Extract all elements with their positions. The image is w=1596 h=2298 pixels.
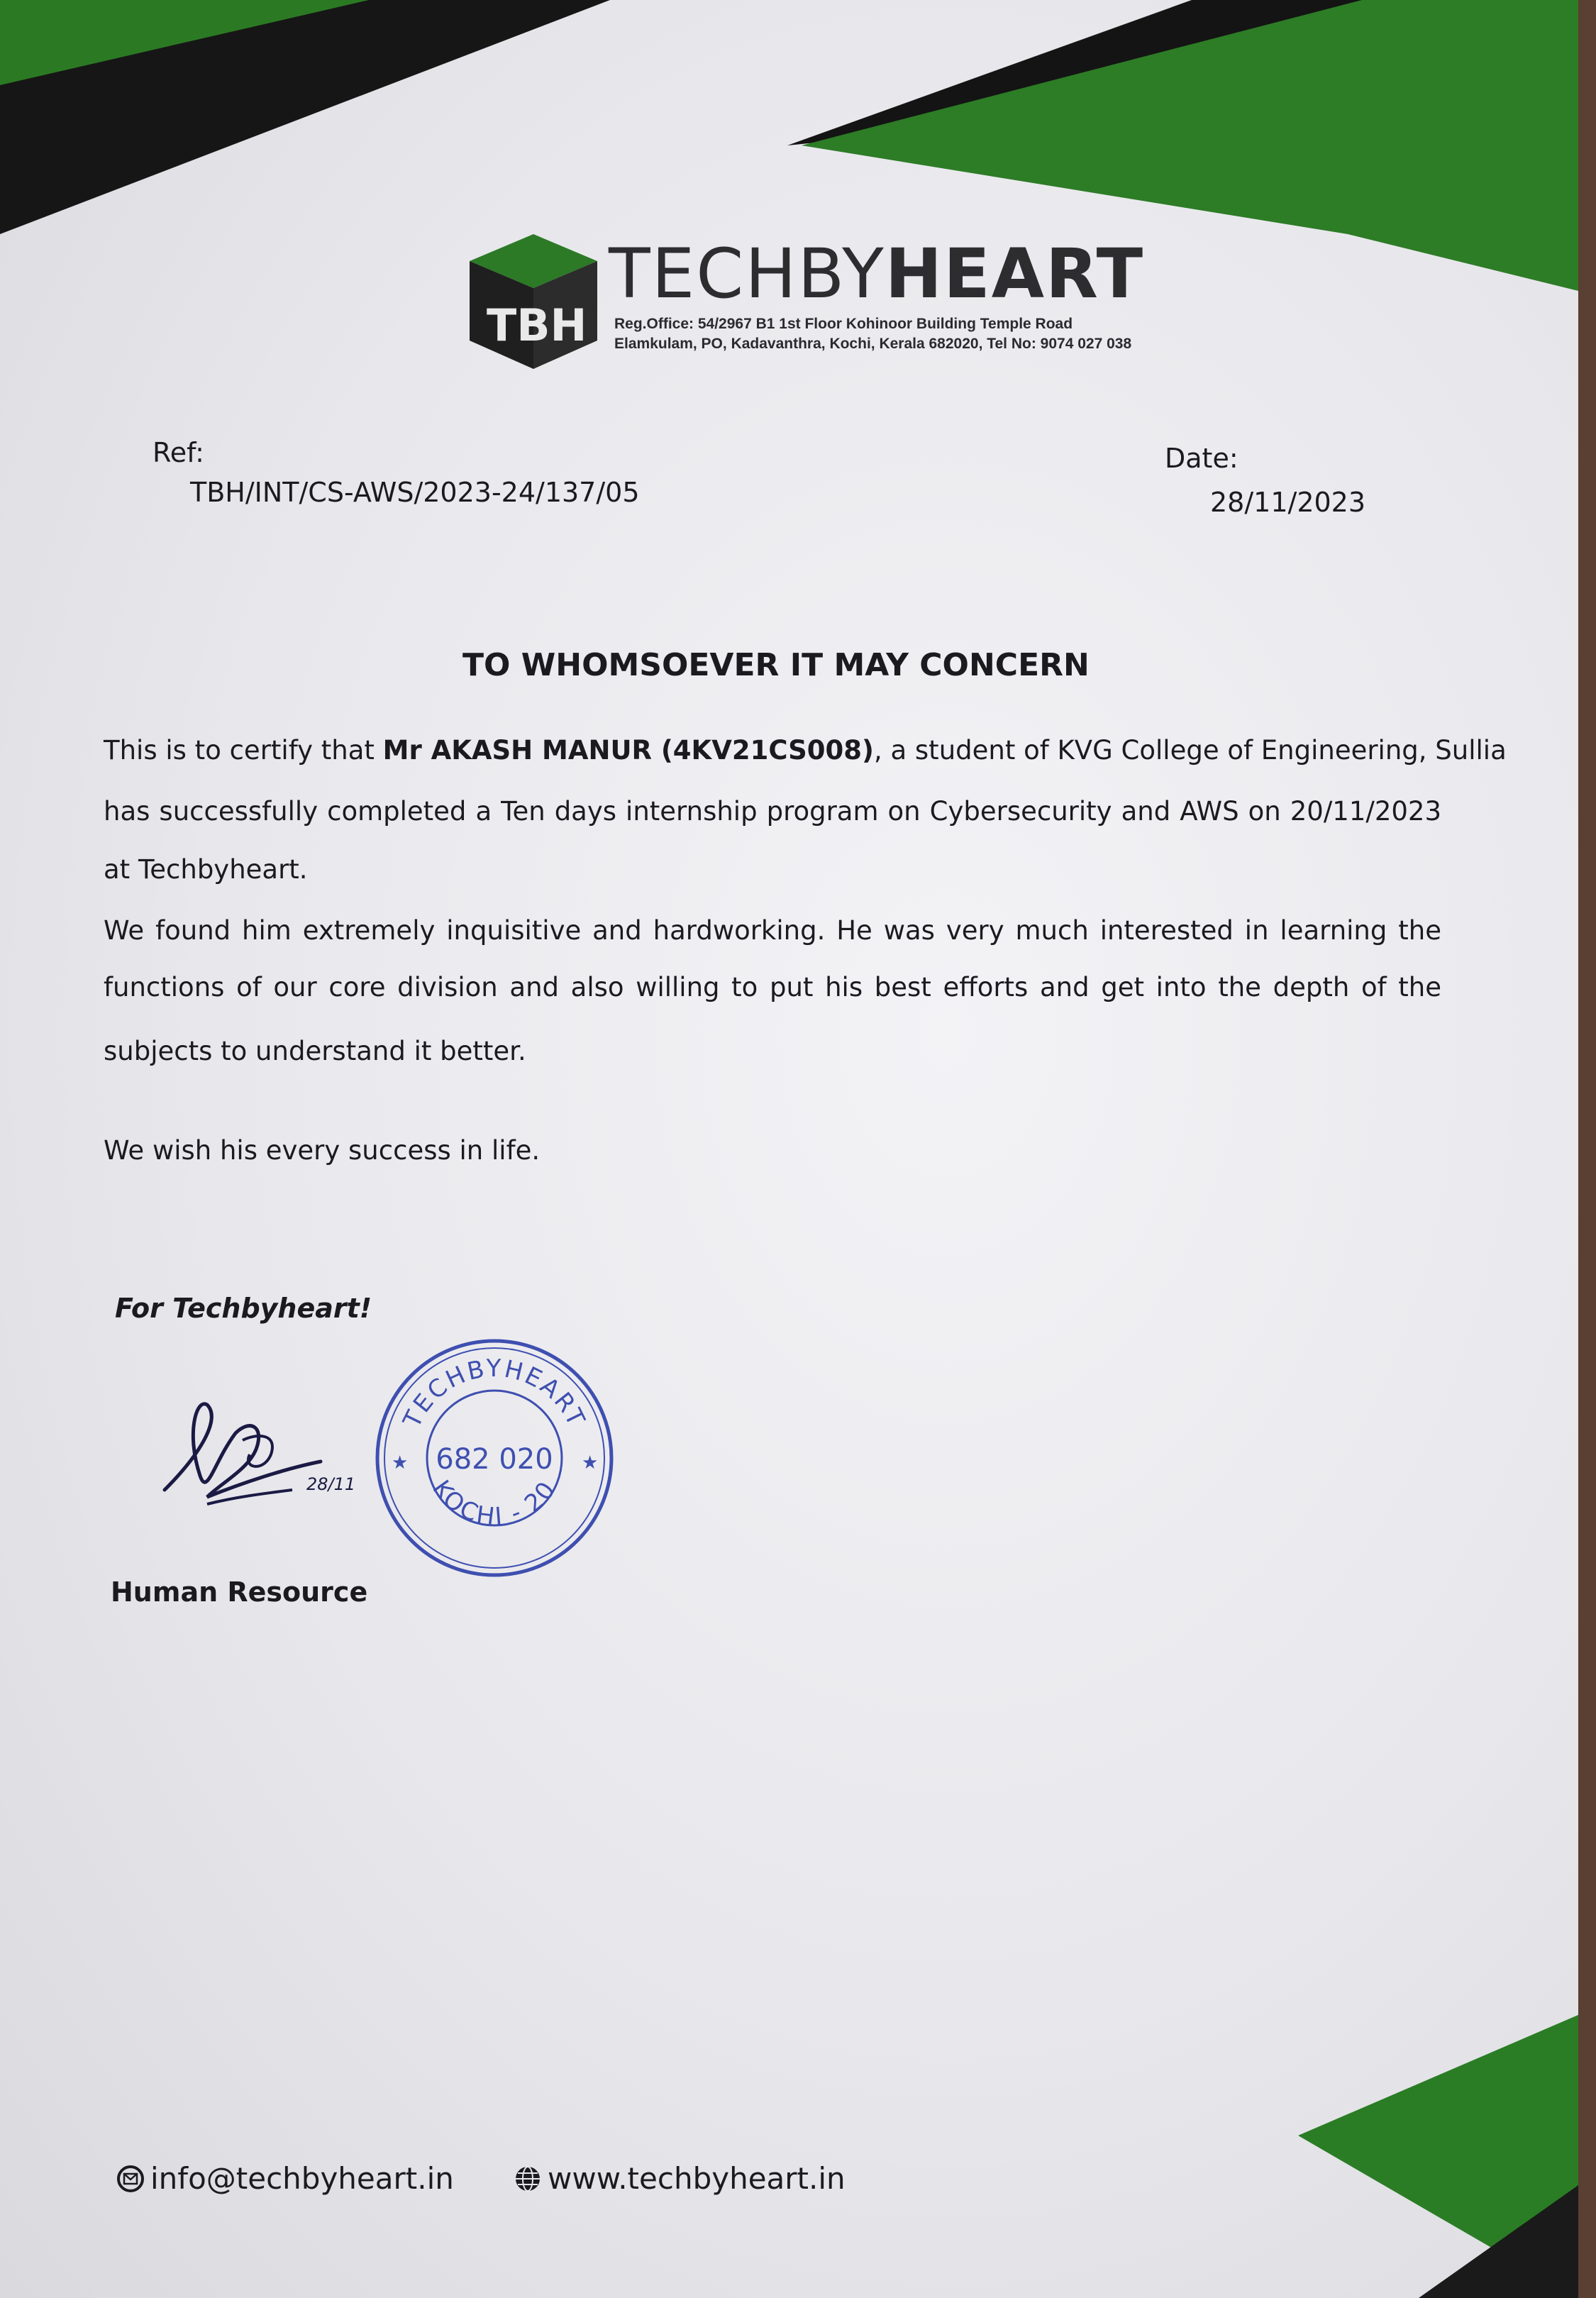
footer-email[interactable] — [116, 2161, 454, 2196]
globe-icon — [514, 2165, 542, 2193]
footer-website[interactable] — [514, 2161, 846, 2196]
body-line-4: We found him extremely inquisitive and hardworking. He was very much interested in learning the — [104, 915, 1441, 946]
signatory-title: Human Resource — [111, 1576, 368, 1608]
registered-office — [614, 314, 1131, 354]
techbyheart-logo-icon — [470, 234, 597, 369]
body-line-3: at Techbyheart. — [104, 854, 308, 885]
stamp-top-text: TECHBYHEART — [397, 1354, 592, 1432]
letter-heading: TO WHOMSOEVER IT MAY CONCERN — [462, 647, 1090, 683]
reg-office-line1: Reg.Office: 54/2967 B1 1st Floor Kohinoor Building Temple Road — [614, 316, 1073, 332]
student-name: Mr AKASH MANUR (4KV21CS008) — [382, 735, 874, 766]
certify-prefix: This is to certify that — [104, 735, 383, 766]
stamp-star-right-icon: ★ — [582, 1452, 599, 1474]
body-line-6: subjects to understand it better. — [104, 1036, 526, 1066]
company-seal-stamp — [370, 1334, 619, 1582]
issue-date: 28/11/2023 — [1210, 487, 1366, 518]
signoff-for: For Techbyheart! — [115, 1293, 372, 1324]
ref-number: TBH/INT/CS-AWS/2023-24/137/05 — [190, 477, 640, 508]
handwritten-signature — [157, 1391, 370, 1532]
ref-label: Ref: — [153, 437, 204, 468]
company-name-part2: HEART — [885, 234, 1145, 314]
email-icon — [116, 2165, 145, 2193]
body-line-1 — [104, 735, 1507, 766]
footer-email-text: info@techbyheart.in — [150, 2161, 454, 2196]
reg-office-line2: Elamkulam, PO, Kadavanthra, Kochi, Kerala 682020, Tel No: 9074 027 038 — [614, 336, 1132, 352]
footer-website-text: www.techbyheart.in — [548, 2161, 846, 2196]
svg-text:KOCHI - 20 — [426, 1475, 562, 1532]
body-line-2: has successfully completed a Ten days internship program on Cybersecurity and AWS on 20/11/2023 — [104, 796, 1441, 827]
svg-text:TECHBYHEART — [397, 1354, 591, 1433]
company-name — [609, 234, 1144, 314]
stamp-center-text: 682 020 — [436, 1443, 553, 1476]
certify-suffix: , a student of KVG College of Engineering, Sullia — [873, 735, 1507, 766]
body-line-5: functions of our core division and also willing to put his best efforts and get into the depth of the — [104, 972, 1441, 1002]
stamp-bottom-text: KOCHI - 20 — [426, 1475, 563, 1532]
signature-date: 28/11 — [306, 1474, 356, 1494]
closing-wish: We wish his every success in life. — [104, 1135, 541, 1166]
logo-letters: TBH — [487, 299, 587, 351]
date-label: Date: — [1165, 443, 1238, 474]
company-name-part1: TECHBY — [609, 234, 885, 314]
stamp-star-left-icon: ★ — [392, 1452, 409, 1474]
